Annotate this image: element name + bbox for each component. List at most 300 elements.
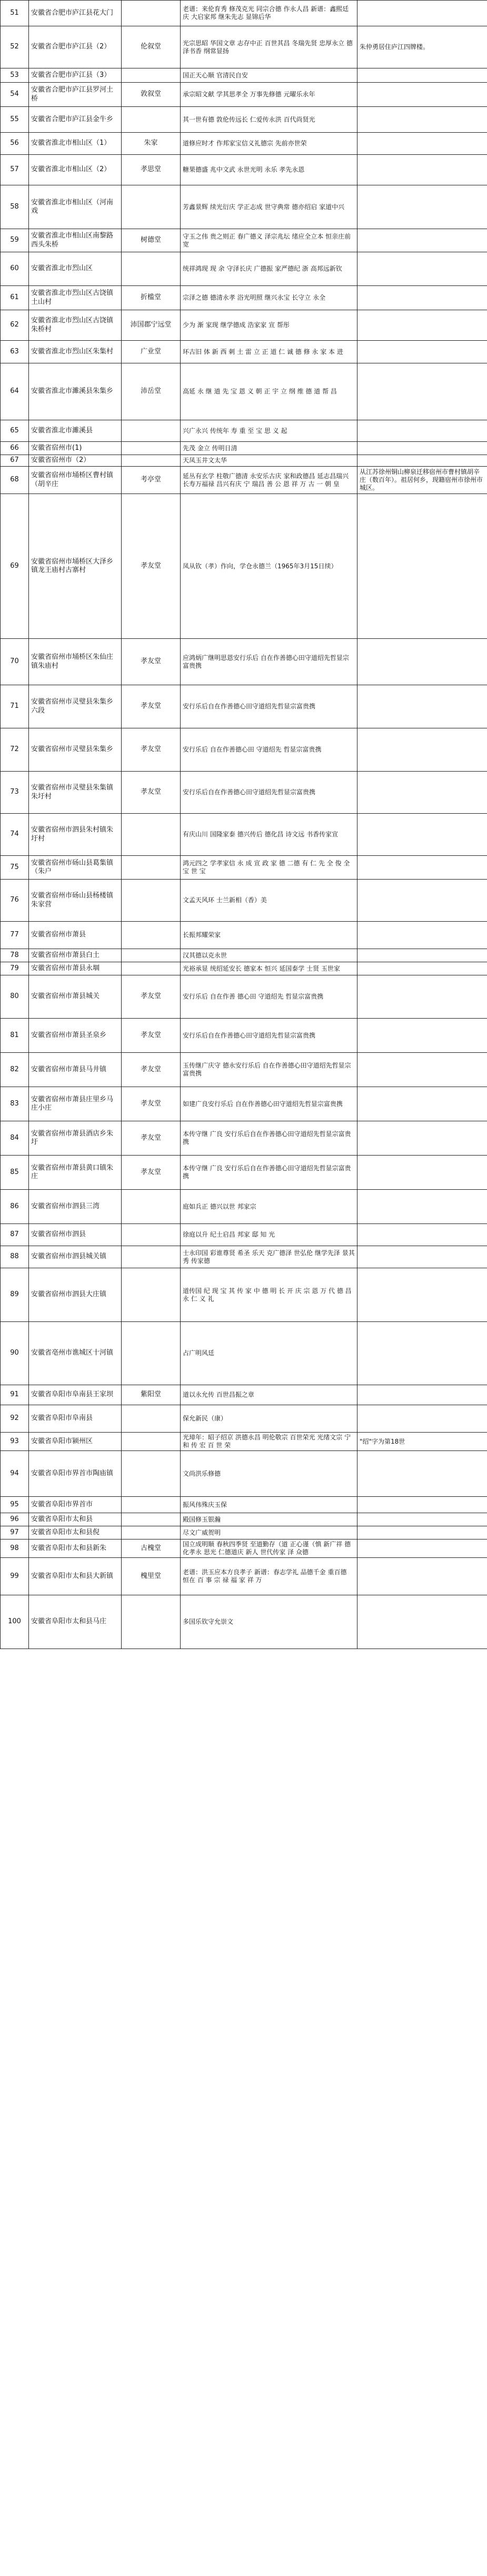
generation-poem-cell: 延丛有玄学 柱敬广德清 永安乐古庆 家和政德昌 延志昌瑞兴 长寿万福禄 昌兴有庆 宁 瑞昌 善 公 恩 祥 万 古 一 朝 皇 <box>181 467 357 494</box>
note-cell: 从江苏徐州铜山柳泉迁移宿州市曹村镇胡辛庄（数百年）。祖居何乡，现籍宿州市徐州市城区。 <box>357 467 487 494</box>
hall-name-cell: 考亭堂 <box>122 467 181 494</box>
generation-poem-cell: 文孟天风环 士兰新相（香）美 <box>181 880 357 922</box>
row-number: 100 <box>1 1595 29 1649</box>
table-row <box>1 1322 487 1385</box>
location-cell: 安徽省宿州市萧县白土 <box>29 949 122 962</box>
generation-poem-cell: 保允新民（康） <box>181 1405 357 1433</box>
hall-name-cell <box>122 68 181 83</box>
note-cell <box>357 1539 487 1558</box>
note-cell <box>357 494 487 639</box>
generation-poem-cell: 徐庭以升 纪士启昌 邦家 邸 知 光 <box>181 1224 357 1246</box>
note-cell <box>357 772 487 814</box>
location-cell: 安徽省宿州市泗县朱村镇朱圩村 <box>29 814 122 856</box>
location-cell: 安徽省宿州市砀山县葛集镇（朱户 <box>29 856 122 880</box>
row-number: 60 <box>1 252 29 286</box>
row-number: 80 <box>1 975 29 1019</box>
row-number: 56 <box>1 133 29 155</box>
note-cell <box>357 639 487 685</box>
note-cell <box>357 728 487 772</box>
generation-poem-cell: 国立成明顺 春秋四季贤 至道勤存（道 正心谨（慎 新广祥 德化孝永 思光 仁德道庆 新人 世代传家 泽 众德 <box>181 1539 357 1558</box>
row-number: 71 <box>1 685 29 728</box>
generation-poem-cell: 本传守继 广良 安行乐后自在作善德心田守道绍先哲显宗富贵携 <box>181 1121 357 1156</box>
row-number: 75 <box>1 856 29 880</box>
table-row <box>1 1019 487 1053</box>
hall-name-cell <box>122 1526 181 1539</box>
hall-name-cell: 孝友堂 <box>122 1156 181 1190</box>
table-row <box>1 772 487 814</box>
note-cell <box>357 1224 487 1246</box>
note-cell: 朱仲勇居住庐江四牌楼。 <box>357 26 487 68</box>
row-number: 89 <box>1 1268 29 1322</box>
row-number: 93 <box>1 1433 29 1451</box>
note-cell <box>357 1497 487 1513</box>
hall-name-cell <box>122 1246 181 1268</box>
generation-poem-cell: 承宗昭文献 学其思孝全 万事先修德 元曜乐永年 <box>181 83 357 107</box>
location-cell: 安徽省宿州市萧县圣泉乡 <box>29 1019 122 1053</box>
note-cell <box>357 975 487 1019</box>
row-number: 98 <box>1 1539 29 1558</box>
generation-poem-cell: 安行乐后自在作善德心田守道绍先哲显宗富贵携 <box>181 772 357 814</box>
note-cell <box>357 1558 487 1595</box>
generation-poem-cell: 凤从钦（孝）作向，学仓永德兰（1965年3月15日续） <box>181 494 357 639</box>
hall-name-cell <box>122 1322 181 1385</box>
generation-poem-cell: 统祥鸿现 现 余 守泽长庆 广德振 家严德纪 浙 高邦远新钦 <box>181 252 357 286</box>
hall-name-cell: 孝友堂 <box>122 494 181 639</box>
location-cell: 安徽省阜阳市颍州区 <box>29 1433 122 1451</box>
generation-poem-cell: 环古旧 体 新 西 刺 土 雷 立 正 道 仁 诚 德 修 永 家 本 进 <box>181 341 357 363</box>
row-number: 70 <box>1 639 29 685</box>
generation-poem-cell: 文尚洪乐修德 <box>181 1451 357 1497</box>
row-number: 64 <box>1 363 29 420</box>
hall-name-cell: 孝友堂 <box>122 1087 181 1121</box>
generation-poem-cell: 尽文广威贺明 <box>181 1526 357 1539</box>
location-cell: 安徽省合肥市庐江县（3） <box>29 68 122 83</box>
row-number: 96 <box>1 1513 29 1526</box>
row-number: 54 <box>1 83 29 107</box>
note-cell <box>357 1246 487 1268</box>
table-row <box>1 363 487 420</box>
table-row <box>1 107 487 133</box>
row-number: 86 <box>1 1190 29 1224</box>
note-cell <box>357 922 487 949</box>
generation-poem-cell: 应鸿炳广继明思恩安行乐后 自在作善德心田守道绍先哲显宗富贵携 <box>181 639 357 685</box>
hall-name-cell <box>122 856 181 880</box>
location-cell: 安徽省宿州市埇桥区朱仙庄镇朱庙村 <box>29 639 122 685</box>
hall-name-cell <box>122 880 181 922</box>
location-cell: 安徽省淮北市烈山区古饶镇土山村 <box>29 286 122 310</box>
table-row <box>1 1053 487 1087</box>
hall-name-cell: 紫阳堂 <box>122 1385 181 1405</box>
row-number: 65 <box>1 420 29 442</box>
hall-name-cell: 孝友堂 <box>122 1121 181 1156</box>
table-row <box>1 442 487 455</box>
row-number: 87 <box>1 1224 29 1246</box>
note-cell <box>357 107 487 133</box>
table-row <box>1 252 487 286</box>
location-cell: 安徽省宿州市灵璧县朱集乡六段 <box>29 685 122 728</box>
row-number: 74 <box>1 814 29 856</box>
generation-poem-cell: 庭如兵正 德兴以世 邦家宗 <box>181 1190 357 1224</box>
location-cell: 安徽省宿州市萧县庄里乡马庄小庄 <box>29 1087 122 1121</box>
note-cell: "绍"字为第18世 <box>357 1433 487 1451</box>
hall-name-cell <box>122 1595 181 1649</box>
hall-name-cell <box>122 185 181 229</box>
generation-poem-cell: 殿国修玉银瀚 <box>181 1513 357 1526</box>
hall-name-cell <box>122 1433 181 1451</box>
location-cell: 安徽省合肥市庐江县（2） <box>29 26 122 68</box>
generation-poem-cell: 振风伟殊庆玉保 <box>181 1497 357 1513</box>
location-cell: 安徽省亳州市谯城区十河镇 <box>29 1322 122 1385</box>
table-row <box>1 26 487 68</box>
hall-name-cell <box>122 1513 181 1526</box>
hall-name-cell: 沛岳堂 <box>122 363 181 420</box>
hall-name-cell: 树德堂 <box>122 229 181 252</box>
note-cell <box>357 1019 487 1053</box>
generation-poem-cell: 老谱：洪玉应本方良孝子 新谱：春志学礼 品德千金 重百德 恒在 百 事 宗 禄 福 家 祥 万 <box>181 1558 357 1595</box>
generation-poem-cell: 汉其德以克永世 <box>181 949 357 962</box>
location-cell: 安徽省宿州市灵璧县朱集镇朱圩村 <box>29 772 122 814</box>
row-number: 72 <box>1 728 29 772</box>
table-row <box>1 814 487 856</box>
row-number: 92 <box>1 1405 29 1433</box>
generation-poem-cell: 有庆山川 国隆家泰 德兴传后 德化昌 诗文远 书香传家宣 <box>181 814 357 856</box>
note-cell <box>357 68 487 83</box>
row-number: 52 <box>1 26 29 68</box>
generation-poem-cell: 安行乐后自在作善德心田守道绍先哲显宗富贵携 <box>181 1019 357 1053</box>
row-number: 67 <box>1 455 29 467</box>
table-row <box>1 1526 487 1539</box>
hall-name-cell <box>122 1497 181 1513</box>
location-cell: 安徽省阜阳市太和县大新镇 <box>29 1558 122 1595</box>
table-row <box>1 922 487 949</box>
generation-poem-cell: 士永印国 彩谁尊贤 希圣 乐天 克广德泽 世弘伦 继学先泽 景其秀 传家德 <box>181 1246 357 1268</box>
location-cell: 安徽省宿州市萧县黄口镇朱庄 <box>29 1156 122 1190</box>
hall-name-cell <box>122 962 181 975</box>
table-row <box>1 880 487 922</box>
generation-poem-cell: 糖果德盛 兆中文武 永世光明 永乐 孝先永恩 <box>181 155 357 185</box>
hall-name-cell <box>122 1 181 26</box>
row-number: 83 <box>1 1087 29 1121</box>
row-number: 94 <box>1 1451 29 1497</box>
table-row <box>1 728 487 772</box>
location-cell: 安徽省淮北市烈山区 <box>29 252 122 286</box>
note-cell <box>357 962 487 975</box>
generation-poem-cell: 光宗思昭 华国文章 志存中正 百世其昌 冬瑞先贤 忠厚永立 德泽书香 纲常显扬 <box>181 26 357 68</box>
hall-name-cell <box>122 1268 181 1322</box>
location-cell: 安徽省宿州市泗县三湾 <box>29 1190 122 1224</box>
row-number: 57 <box>1 155 29 185</box>
row-number: 55 <box>1 107 29 133</box>
note-cell <box>357 1190 487 1224</box>
location-cell: 安徽省阜阳市界首市陶庙镇 <box>29 1451 122 1497</box>
location-cell: 安徽省宿州市泗县大庄镇 <box>29 1268 122 1322</box>
table-row <box>1 975 487 1019</box>
generation-poem-cell: 道传国 纪 现 宝 其 传 家 中 德 明 长 开 庆 宗 恩 万 代 德 昌 永 仁 义 礼 <box>181 1268 357 1322</box>
hall-name-cell <box>122 442 181 455</box>
location-cell: 安徽省合肥市庐江县罗河土桥 <box>29 83 122 107</box>
note-cell <box>357 310 487 341</box>
table-row <box>1 1121 487 1156</box>
location-cell: 安徽省淮北市相山区南黎路西头朱桥 <box>29 229 122 252</box>
table-row <box>1 962 487 975</box>
row-number: 95 <box>1 1497 29 1513</box>
note-cell <box>357 1526 487 1539</box>
generation-poem-cell: 芳鑫景辉 续光衍庆 学正志成 世守典常 德亦绍启 家道中兴 <box>181 185 357 229</box>
hall-name-cell <box>122 949 181 962</box>
table-row <box>1 1087 487 1121</box>
hall-name-cell: 沛国郡宁远堂 <box>122 310 181 341</box>
table-row <box>1 1156 487 1190</box>
table-row <box>1 133 487 155</box>
hall-name-cell: 孝友堂 <box>122 728 181 772</box>
row-number: 66 <box>1 442 29 455</box>
table-row <box>1 1539 487 1558</box>
hall-name-cell <box>122 455 181 467</box>
generation-poem-cell: 兴广永兴 传统年 寿 重 至 宝 思 义 起 <box>181 420 357 442</box>
note-cell <box>357 442 487 455</box>
note-cell <box>357 133 487 155</box>
table-body <box>1 1 487 1649</box>
location-cell: 安徽省合肥市庐江县金牛乡 <box>29 107 122 133</box>
hall-name-cell <box>122 1224 181 1246</box>
row-number: 97 <box>1 1526 29 1539</box>
hall-name-cell: 广业堂 <box>122 341 181 363</box>
location-cell: 安徽省淮北市相山区（2） <box>29 155 122 185</box>
generation-poem-cell: 多国乐钦守允崇文 <box>181 1595 357 1649</box>
location-cell: 安徽省淮北市濉溪县朱集乡 <box>29 363 122 420</box>
hall-name-cell <box>122 1451 181 1497</box>
hall-name-cell <box>122 922 181 949</box>
table-row <box>1 639 487 685</box>
row-number: 51 <box>1 1 29 26</box>
location-cell: 安徽省宿州市砀山县杨楼镇朱家营 <box>29 880 122 922</box>
row-number: 81 <box>1 1019 29 1053</box>
table-row <box>1 286 487 310</box>
generation-poem-cell: 本传守继 广良 安行乐后自在作善德心田守道绍先哲显宗富贵携 <box>181 1156 357 1190</box>
row-number: 91 <box>1 1385 29 1405</box>
location-cell: 安徽省淮北市烈山区朱集村 <box>29 341 122 363</box>
table-row <box>1 1451 487 1497</box>
note-cell <box>357 420 487 442</box>
note-cell <box>357 363 487 420</box>
generation-poem-cell: 如建广良安行乐后 自在作善德心田守道绍先哲显宗富贵携 <box>181 1087 357 1121</box>
note-cell <box>357 1451 487 1497</box>
note-cell <box>357 1156 487 1190</box>
generation-poem-cell: 先茂 金立 传明日清 <box>181 442 357 455</box>
table-row <box>1 494 487 639</box>
table-row <box>1 1385 487 1405</box>
table-row <box>1 467 487 494</box>
hall-name-cell <box>122 107 181 133</box>
row-number: 77 <box>1 922 29 949</box>
location-cell: 安徽省宿州市埇桥区曹村镇（胡辛庄 <box>29 467 122 494</box>
table-row <box>1 1 487 26</box>
hall-name-cell <box>122 252 181 286</box>
generation-poem-cell: 宗泽之德 德清永孝 浴光明照 继兴永宝 长守立 永全 <box>181 286 357 310</box>
location-cell: 安徽省阜阳市太和县倪 <box>29 1526 122 1539</box>
note-cell <box>357 856 487 880</box>
note-cell <box>357 1405 487 1433</box>
row-number: 61 <box>1 286 29 310</box>
note-cell <box>357 1087 487 1121</box>
generation-poem-cell: 国正天心顺 官清民自安 <box>181 68 357 83</box>
note-cell <box>357 252 487 286</box>
table-row <box>1 341 487 363</box>
hall-name-cell: 伦叙堂 <box>122 26 181 68</box>
row-number: 59 <box>1 229 29 252</box>
location-cell: 安徽省合肥市庐江县花大门 <box>29 1 122 26</box>
hall-name-cell <box>122 1405 181 1433</box>
generation-poem-cell: 光裕承显 统绍延安长 德家本 恒兴 延国泰学 士贤 玉世家 <box>181 962 357 975</box>
note-cell <box>357 1595 487 1649</box>
location-cell: 安徽省淮北市烈山区古饶镇朱桥村 <box>29 310 122 341</box>
hall-name-cell: 敦叙堂 <box>122 83 181 107</box>
table-row <box>1 1595 487 1649</box>
note-cell <box>357 814 487 856</box>
table-row <box>1 455 487 467</box>
note-cell <box>357 1268 487 1322</box>
row-number: 69 <box>1 494 29 639</box>
table-row <box>1 1433 487 1451</box>
table-row <box>1 420 487 442</box>
table-row <box>1 949 487 962</box>
location-cell: 安徽省宿州市(1) <box>29 442 122 455</box>
location-cell: 安徽省宿州市埇桥区大泽乡镇龙王庙村古寨村 <box>29 494 122 639</box>
hall-name-cell: 孝友堂 <box>122 685 181 728</box>
note-cell <box>357 155 487 185</box>
note-cell <box>357 455 487 467</box>
hall-name-cell: 孝友堂 <box>122 639 181 685</box>
location-cell: 安徽省宿州市萧县永堌 <box>29 962 122 975</box>
row-number: 85 <box>1 1156 29 1190</box>
generation-poem-cell: 少为 渐 家现 继学德成 浩家家 宣 帮彤 <box>181 310 357 341</box>
row-number: 73 <box>1 772 29 814</box>
note-cell <box>357 949 487 962</box>
generation-poem-cell: 长振邦耀荣家 <box>181 922 357 949</box>
table-row <box>1 83 487 107</box>
hall-name-cell: 槐里堂 <box>122 1558 181 1595</box>
row-number: 84 <box>1 1121 29 1156</box>
hall-name-cell: 孝友堂 <box>122 1053 181 1087</box>
location-cell: 安徽省宿州市萧县城关 <box>29 975 122 1019</box>
location-cell: 安徽省宿州市萧县酒店乡朱圩 <box>29 1121 122 1156</box>
row-number: 58 <box>1 185 29 229</box>
table-row <box>1 856 487 880</box>
row-number: 62 <box>1 310 29 341</box>
note-cell <box>357 1513 487 1526</box>
generation-poem-cell: 天凤玉井文太华 <box>181 455 357 467</box>
hall-name-cell <box>122 420 181 442</box>
table-row <box>1 155 487 185</box>
row-number: 88 <box>1 1246 29 1268</box>
table-row <box>1 68 487 83</box>
hall-name-cell <box>122 814 181 856</box>
generation-poem-cell: 老谱：来伦育秀 修茂克光 同宗合德 作永人昌 新谱：鑫熙廷庆 大启家邦 继朱先志 显锦后华 <box>181 1 357 26</box>
generation-poem-cell: 安行乐后 自在作善 德心田 守道绍先 哲显宗富贵携 <box>181 975 357 1019</box>
hall-name-cell: 孝友堂 <box>122 1019 181 1053</box>
location-cell: 安徽省阜阳市太和县新朱 <box>29 1539 122 1558</box>
table-row <box>1 1558 487 1595</box>
note-cell <box>357 1121 487 1156</box>
generation-poem-cell: 鸿元四之 学孝家信 永 成 宣 政 家 德 二德 有 仁 先 全 俊 全 宝 世 宝 <box>181 856 357 880</box>
note-cell <box>357 185 487 229</box>
table-row <box>1 1190 487 1224</box>
table-row <box>1 310 487 341</box>
table-row <box>1 1405 487 1433</box>
note-cell <box>357 685 487 728</box>
location-cell: 安徽省阜阳市阜南县王家坝 <box>29 1385 122 1405</box>
row-number: 79 <box>1 962 29 975</box>
note-cell <box>357 1385 487 1405</box>
location-cell: 安徽省阜阳市太和县 <box>29 1513 122 1526</box>
table-row <box>1 185 487 229</box>
note-cell <box>357 1053 487 1087</box>
table-row <box>1 1224 487 1246</box>
table-row <box>1 1497 487 1513</box>
generation-poem-cell: 道以永允传 百世昌振之章 <box>181 1385 357 1405</box>
location-cell: 安徽省宿州市（2） <box>29 455 122 467</box>
generation-poem-cell: 占广明风廷 <box>181 1322 357 1385</box>
note-cell <box>357 341 487 363</box>
location-cell: 安徽省阜阳市阜南县 <box>29 1405 122 1433</box>
hall-name-cell: 古槐堂 <box>122 1539 181 1558</box>
row-number: 76 <box>1 880 29 922</box>
location-cell: 安徽省宿州市萧县马井镇 <box>29 1053 122 1087</box>
hall-name-cell: 朱家 <box>122 133 181 155</box>
note-cell <box>357 286 487 310</box>
location-cell: 安徽省淮北市濉溪县 <box>29 420 122 442</box>
table-row <box>1 685 487 728</box>
note-cell <box>357 880 487 922</box>
generation-poem-cell: 道修应时才 作邦家宝信义礼德宗 先前亦世荣 <box>181 133 357 155</box>
generation-poem-cell: 光璋年：昭子绍京 洪德永昌 明伦敬宗 百世荣光 光绪文宗 宁 和 传 宏 百 世 荣 <box>181 1433 357 1451</box>
row-number: 68 <box>1 467 29 494</box>
generation-poem-cell: 安行乐后自在作善德心田守道绍先哲显宗富贵携 <box>181 685 357 728</box>
row-number: 90 <box>1 1322 29 1385</box>
generation-poem-cell: 安行乐后 自在作善德心田 守道绍先 哲显宗富贵携 <box>181 728 357 772</box>
hall-name-cell: 折槛堂 <box>122 286 181 310</box>
location-cell: 安徽省淮北市相山区（1） <box>29 133 122 155</box>
table-row <box>1 1513 487 1526</box>
row-number: 99 <box>1 1558 29 1595</box>
table-row <box>1 1268 487 1322</box>
note-cell <box>357 1322 487 1385</box>
hall-name-cell: 孝思堂 <box>122 155 181 185</box>
location-cell: 安徽省宿州市泗县城关镇 <box>29 1246 122 1268</box>
note-cell <box>357 83 487 107</box>
table-row <box>1 229 487 252</box>
generation-poem-cell: 守玉之伟 贵之则正 春广德义 泽宗兆坛 绪应全立本 恒亲庄前宽 <box>181 229 357 252</box>
location-cell: 安徽省宿州市泗县 <box>29 1224 122 1246</box>
row-number: 78 <box>1 949 29 962</box>
location-cell: 安徽省宿州市萧县 <box>29 922 122 949</box>
location-cell: 安徽省阜阳市界首市 <box>29 1497 122 1513</box>
hall-name-cell: 孝友堂 <box>122 975 181 1019</box>
hall-name-cell <box>122 1190 181 1224</box>
generation-poem-cell: 其一世有德 敦伦传远长 仁爱传永洪 百代尚贤光 <box>181 107 357 133</box>
location-cell: 安徽省阜阳市太和县马庄 <box>29 1595 122 1649</box>
location-cell: 安徽省淮北市相山区（河南戏 <box>29 185 122 229</box>
location-cell: 安徽省宿州市灵璧县朱集乡 <box>29 728 122 772</box>
row-number: 53 <box>1 68 29 83</box>
row-number: 82 <box>1 1053 29 1087</box>
note-cell <box>357 229 487 252</box>
table-row <box>1 1246 487 1268</box>
generation-poem-cell: 玉传继广庆守 德永安行乐后 自在作善德心田守道绍先哲显宗富贵携 <box>181 1053 357 1087</box>
row-number: 63 <box>1 341 29 363</box>
generation-poem-cell: 高延 永 继 道 先 宝 恩 义 朝 正 宇 立 纲 维 德 道 帮 昌 <box>181 363 357 420</box>
hall-name-cell: 孝友堂 <box>122 772 181 814</box>
